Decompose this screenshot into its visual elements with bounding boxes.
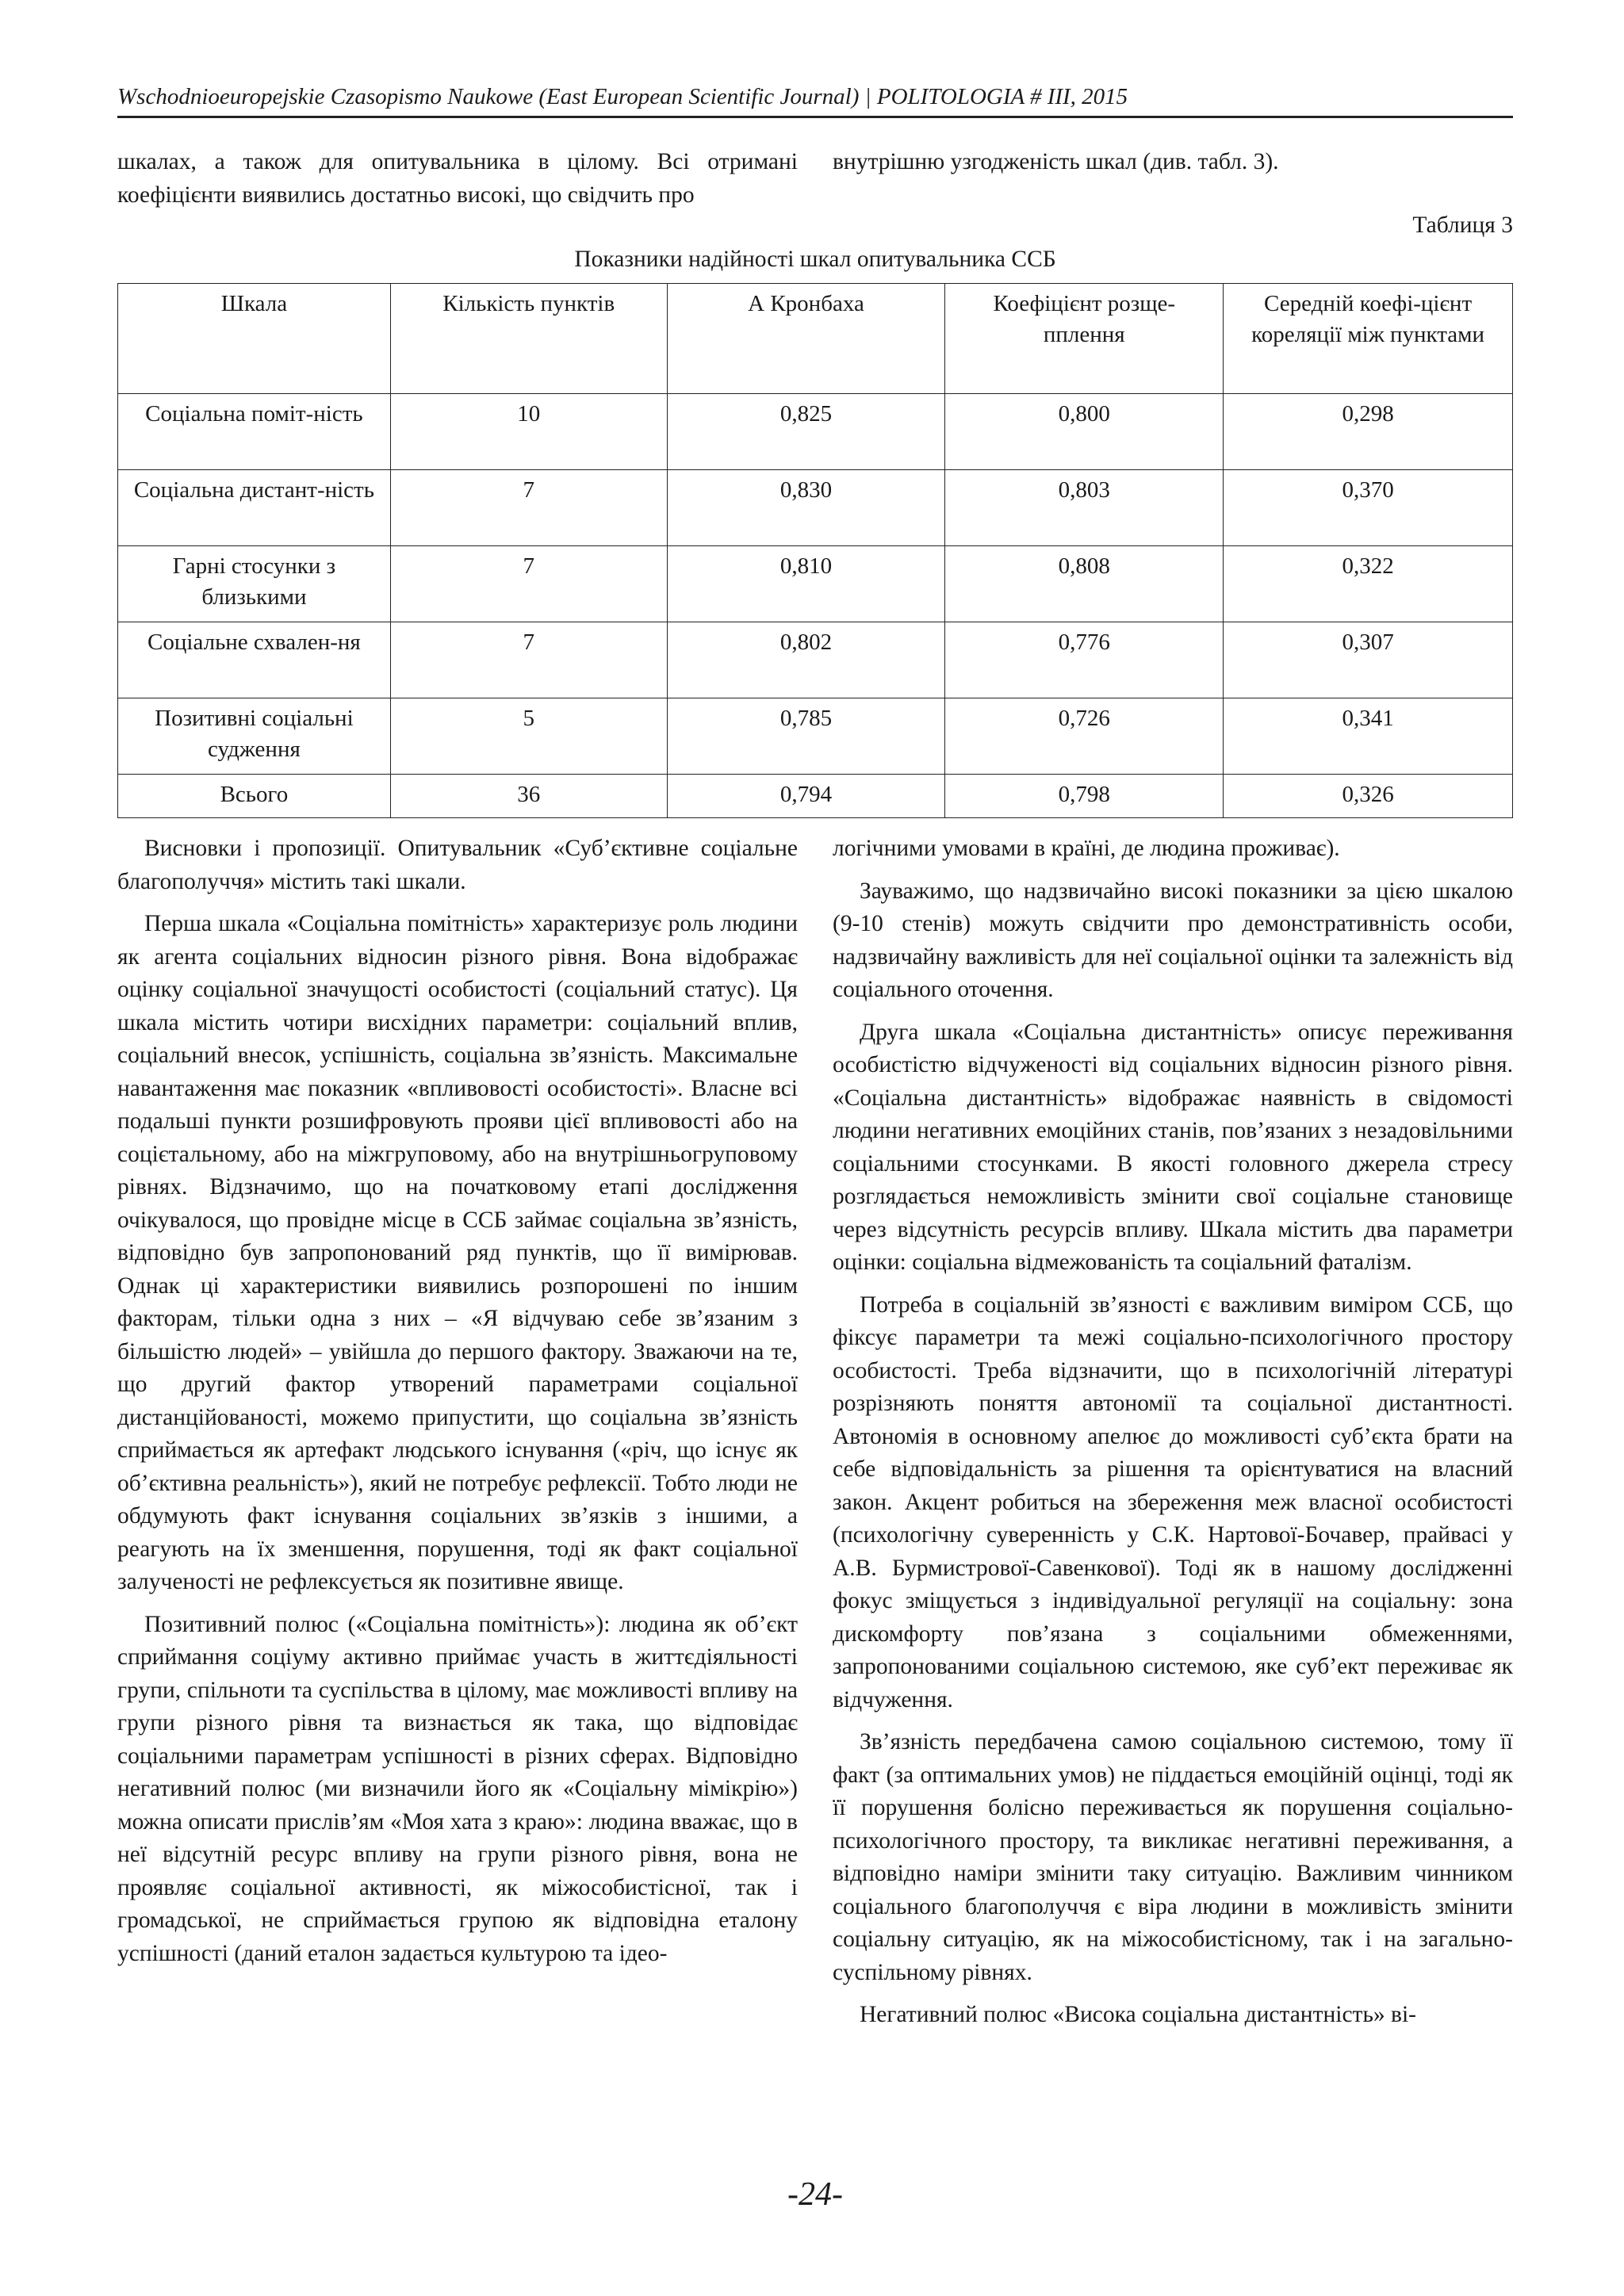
top-left-text: [117, 146, 798, 212]
table-cell: 0,825: [667, 394, 945, 470]
table-row: [118, 698, 1513, 775]
table-cell: 0,298: [1224, 394, 1513, 470]
table-cell: 0,800: [945, 394, 1224, 470]
journal-page: [117, 0, 1513, 2296]
table-cell: 0,370: [1224, 470, 1513, 546]
left-column: [117, 832, 798, 1970]
table-total-row: [118, 775, 1513, 818]
table-cell: 0,307: [1224, 622, 1513, 698]
column-header-cronbach: А Кронбаха: [667, 284, 945, 394]
table-cell: 36: [390, 775, 667, 818]
paragraph: Зауважимо, що надзвичайно високі показники за цією шкалою (9-10 стенів) можуть свідчити про демонстративність особи, надзвичайну важливість для неї соціальної оцінки та залежність від соціального оточення.: [833, 878, 1513, 1002]
page-number: -24-: [787, 2176, 843, 2213]
table-row: [118, 394, 1513, 470]
table-cell: Гарні стосунки з близькими: [118, 546, 391, 622]
paragraph: Потреба в соціальній зв’язності є важливим виміром ССБ, що фіксує параметри та межі соціально-психологічного простору особистості. Треба відзначити, що в психологічній літературі розрізняють поняття автономії та соціальної дистантності. Автономія в основному апелює до можливості суб’єкта брати на себе відповідальність за рішення та орієнтуватися на власний закон. Акцент робиться на збереження меж власної особистості (психологічну суверенність у С.К. Нартової-Бочавер, прайвасі у А.В. Бурмистрової-Савенкової). Тоді як в нашому дослідженні фокус зміщується з індивідуальної регуляції на соціальну: зона дискомфорту пов’язана з соціальними обмеженнями, запропонованими соціальною системою, яке суб’ект переживає як відчуження.: [833, 1292, 1513, 1712]
table-cell: 10: [390, 394, 667, 470]
paragraph: Зв’язність передбачена самою соціальною системою, тому її факт (за оптимальних умов) не піддається емоційній оцінці, тоді як її порушення болісно переживається як порушення соціально-психологічного простору, та викликає негативні переживання, а відповідно наміри змінити таку ситуацію. Важливим чинником соціального благополуччя є віра людини в можливість змінити соціальну ситуацію, як на міжособистісному, так і на загально-суспільному рівнях.: [833, 1729, 1513, 1985]
running-header: Wschodnioeuropejskie Czasopismo Naukowe (East European Scientific Journal) | POLITOLOGIA # III, 2015: [117, 78, 1513, 118]
table-cell: Соціальна поміт-ність: [118, 394, 391, 470]
paragraph: Негативний полюс «Висока соціальна дистантність» ві-: [860, 2002, 1416, 2027]
paragraph: шкалах, а також для опитувальника в цілому. Всі отримані коефіцієнти виявились достатньо високі, що свідчить про: [117, 149, 798, 208]
paragraph: Друга шкала «Соціальна дистантність» описує переживання особистістю відчуженості від соціальних відносин різного рівня. «Соціальна дистантність» відображає наявність в свідомості людини негативних емоційних станів, пов’язаних з незадовільними соціальними стосунками. В якості головного джерела стресу розглядається неможливість змінити свої соціальне становище через відсутність ресурсів впливу. Шкала містить два параметри оцінки: соціальна відмежованість та соціальний фаталізм.: [833, 1019, 1513, 1275]
column-header-mean-correlation: Середній коефі-цієнт кореляції між пунктами: [1224, 284, 1513, 394]
table-cell: Всього: [118, 775, 391, 818]
table-header-row: [118, 284, 1513, 394]
table-cell: 0,785: [667, 698, 945, 775]
table-cell: 0,341: [1224, 698, 1513, 775]
paragraph: Перша шкала «Соціальна помітність» характеризує роль людини як агента соціальних відносин різного рівня. Вона відображає оцінку соціальної значущості особистості (соціальний статус). Ця шкала містить чотири висхідних параметри: соціальний вплив, соціальний внесок, успішність, соціальна зв’язність. Максимальне навантаження має показник «впливовості особистості». Власне всі подальші пункти розшифровують прояви цієї впливовості або на соцієтальному, або на міжгруповому, або на внутрішньогруповому рівнях. Відзначимо, що на початковому етапі дослідження очікувалося, що провідне місце в ССБ займає соціальна зв’язність, відповідно був запропонований ряд пунктів, що її вимірював. Однак ці характеристики виявились розпорошені по іншим факторам, тільки одна з них – «Я відчуваю себе зв’язаним з більшістю людей» – увійшла до першого фактору. Зважаючи на те, що другий фактор утворений параметрами соціальної дистанційованості, можемо припустити, що соціальна зв’язність сприймається як артефакт людського існування («річ, що існує як об’єктивна реальність»), який не потребує рефлексії. Тобто люди не обдумують факт існування соціальних зв’язків з іншими, а реагують на їх зменшення, порушення, тоді як факт соціальної залученості не рефлексується як позитивне явище.: [117, 911, 798, 1594]
table-label: Таблиця 3: [1412, 212, 1513, 238]
paragraph: Позитивний полюс («Соціальна помітність»): людина як об’єкт сприймання соціуму активно приймає участь в життєдіяльності групи, спільноти та суспільства в цілому, має можливості впливу на групи різного рівня та визнається як така, що відповідає соціальними параметрам успішності в різних сферах. Відповідно негативний полюс (ми визначили його як «Соціальну мімікрію») можна описати прислів’ям «Моя хата з краю»: людина вважає, що в неї відсутній ресурс впливу на групи різного рівня, вона не проявляє соціальної активності, як міжособистісної, так і громадської, не сприймається групою як відповідна еталону успішності (даний еталон задається культурою та ідео-: [117, 1611, 798, 1966]
table-cell: Соціальне схвален-ня: [118, 622, 391, 698]
table-cell: 5: [390, 698, 667, 775]
table-cell: 0,802: [667, 622, 945, 698]
table-cell: 0,322: [1224, 546, 1513, 622]
table-cell: 0,808: [945, 546, 1224, 622]
table-cell: 0,726: [945, 698, 1224, 775]
column-header-items: Кількість пунктів: [390, 284, 667, 394]
paragraph: Висновки і пропозиції. Опитувальник «Суб’єктивне соціальне благополуччя» містить такі шкали.: [117, 836, 798, 894]
table-cell: 0,326: [1224, 775, 1513, 818]
table-cell: Соціальна дистант-ність: [118, 470, 391, 546]
table-row: [118, 622, 1513, 698]
table-row: [118, 546, 1513, 622]
table-cell: 0,794: [667, 775, 945, 818]
right-column: [833, 832, 1513, 2032]
table-row: [118, 470, 1513, 546]
column-header-split-half: Коефіцієнт розще-пплення: [945, 284, 1224, 394]
table-cell: 0,776: [945, 622, 1224, 698]
table-cell: 0,798: [945, 775, 1224, 818]
paragraph: внутрішню узгодженість шкал (див. табл. 3).: [833, 149, 1279, 174]
table-cell: 7: [390, 546, 667, 622]
table-cell: 7: [390, 470, 667, 546]
table-cell: 0,810: [667, 546, 945, 622]
table-cell: Позитивні соціальні судження: [118, 698, 391, 775]
table-cell: 7: [390, 622, 667, 698]
top-right-text: [833, 146, 1513, 179]
reliability-table: [117, 283, 1513, 818]
table-title: Показники надійності шкал опитувальника ССБ: [574, 247, 1056, 272]
table-cell: 0,803: [945, 470, 1224, 546]
paragraph: логічними умовами в країні, де людина проживає).: [833, 836, 1340, 861]
column-header-scale: Шкала: [118, 284, 391, 394]
table-cell: 0,830: [667, 470, 945, 546]
